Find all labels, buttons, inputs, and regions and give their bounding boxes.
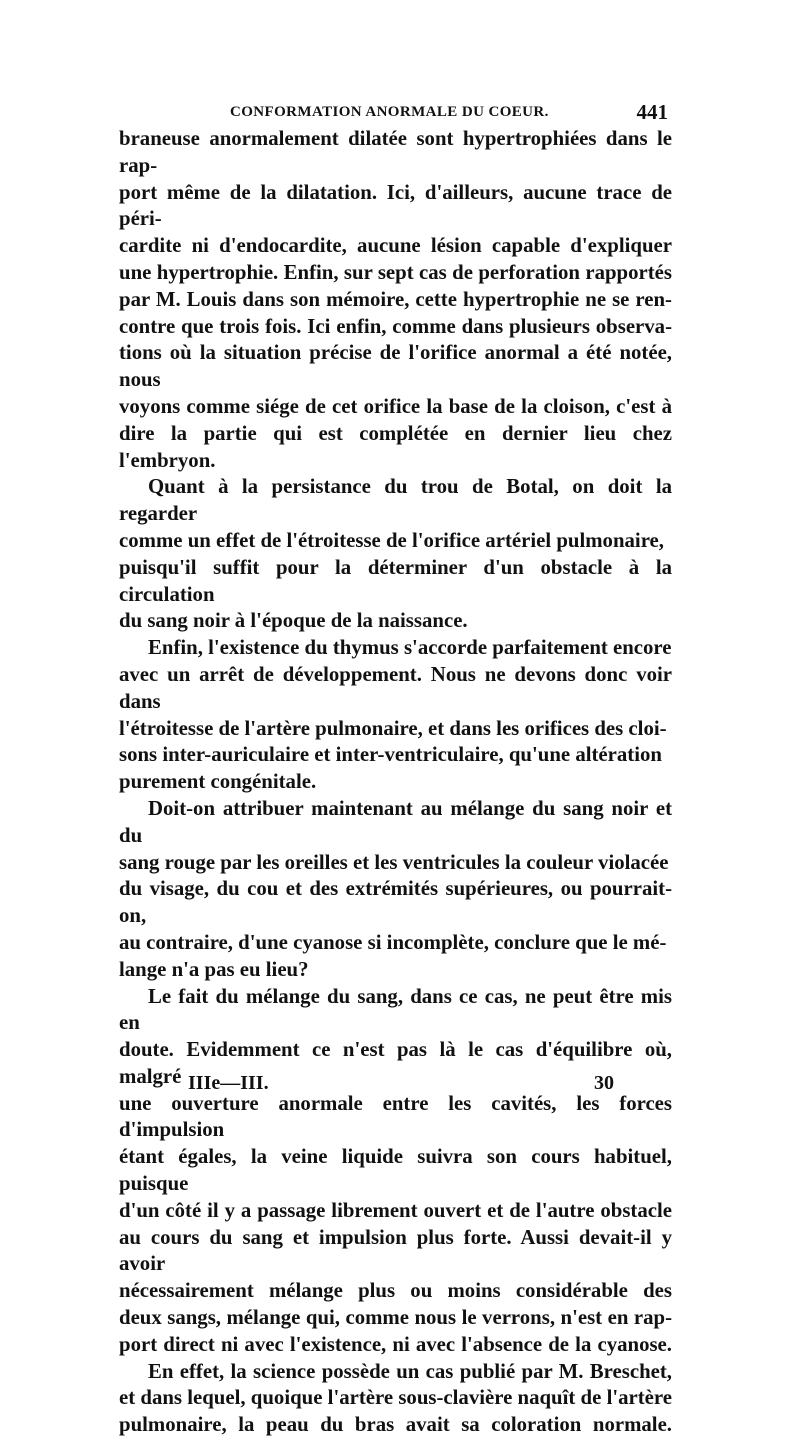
text-line: purement congénitale.	[119, 770, 317, 794]
text-line: avec un arrêt de développement. Nous ne devons donc voir dans	[119, 662, 672, 713]
text-line: sons inter-auriculaire et inter-ventriculaire, qu'une altération	[119, 743, 662, 767]
signature-mark: IIIe—III.	[188, 1072, 269, 1094]
text-line: lange n'a pas eu lieu?	[119, 957, 309, 981]
text-line: Doit-on attribuer maintenant au mélange du sang noir et du	[119, 796, 672, 847]
text-line: au cours du sang et impulsion plus forte. Aussi devait-il y avoir	[119, 1225, 672, 1276]
body-text	[119, 126, 672, 1439]
running-head	[120, 100, 668, 124]
text-line: tions où la situation précise de l'orifice anormal a été notée, nous	[119, 341, 672, 392]
text-line: En effet, la science possède un cas publié par M. Breschet,	[148, 1359, 672, 1383]
text-line: nécessairement mélange plus ou moins considérable des	[119, 1279, 672, 1303]
text-line: sang rouge par les oreilles et les ventricules la couleur violacée	[119, 850, 669, 874]
text-line: port même de la dilatation. Ici, d'ailleurs, aucune trace de péri-	[119, 180, 672, 231]
text-line: contre que trois fois. Ici enfin, comme dans plusieurs observa-	[119, 314, 672, 338]
gathering-number: 30	[594, 1072, 614, 1094]
text-line: Le fait du mélange du sang, dans ce cas, ne peut être mis en	[119, 984, 672, 1035]
text-line: Enfin, l'existence du thymus s'accorde parfaitement encore	[148, 636, 672, 660]
text-line: doute. Evidemment ce n'est pas là le cas d'équilibre où, malgré	[119, 1038, 672, 1088]
paragraph	[119, 635, 672, 796]
text-line: comme un effet de l'étroitesse de l'orifice artériel pulmonaire,	[119, 528, 664, 552]
page-number: 441	[636, 100, 668, 124]
text-line: une hypertrophie. Enfin, sur sept cas de perforation rapportés	[119, 260, 672, 284]
paragraph	[119, 984, 672, 1359]
text-line: pulmonaire, la peau du bras avait sa coloration normale.	[119, 1413, 672, 1437]
text-line: port direct ni avec l'existence, ni avec l'absence de la cyanose.	[119, 1332, 672, 1356]
text-line: du sang noir à l'époque de la naissance.	[119, 609, 468, 633]
text-line: étant égales, la veine liquide suivra son cours habituel, puisque	[119, 1145, 672, 1196]
paragraph	[119, 796, 672, 984]
text-line: l'étroitesse de l'artère pulmonaire, et dans les orifices des cloi-	[119, 716, 667, 740]
text-line: du visage, du cou et des extrémités supérieures, ou pourrait-on,	[119, 877, 672, 928]
paragraph	[119, 474, 672, 635]
text-line: d'un côté il y a passage librement ouvert et de l'autre obstacle	[119, 1198, 672, 1222]
page-footer	[188, 1072, 628, 1098]
text-line: et dans lequel, quoique l'artère sous-clavière naquît de l'artère	[119, 1386, 672, 1410]
text-line: cardite ni d'endocardite, aucune lésion capable d'expliquer	[119, 234, 672, 258]
paragraph	[119, 126, 672, 474]
text-line: par M. Louis dans son mémoire, cette hypertrophie ne se ren-	[119, 287, 672, 311]
running-title: CONFORMATION ANORMALE DU COEUR.	[230, 104, 549, 120]
text-line: dire la partie qui est complétée en dernier lieu chez l'embryon.	[119, 421, 672, 472]
text-line: au contraire, d'une cyanose si incomplète, conclure que le mé-	[119, 930, 667, 954]
text-line: puisqu'il suffit pour la déterminer d'un obstacle à la circulation	[119, 555, 672, 606]
text-line: voyons comme siége de cet orifice la base de la cloison, c'est à	[119, 394, 672, 418]
text-line: Quant à la persistance du trou de Botal, on doit la regarder	[119, 475, 672, 526]
text-line: une ouverture anormale entre les cavités, les forces d'impulsion	[119, 1091, 672, 1142]
paragraph	[119, 1359, 672, 1439]
text-line: deux sangs, mélange qui, comme nous le verrons, n'est en rap-	[119, 1306, 672, 1330]
text-line: braneuse anormalement dilatée sont hypertrophiées dans le rap-	[119, 127, 672, 177]
